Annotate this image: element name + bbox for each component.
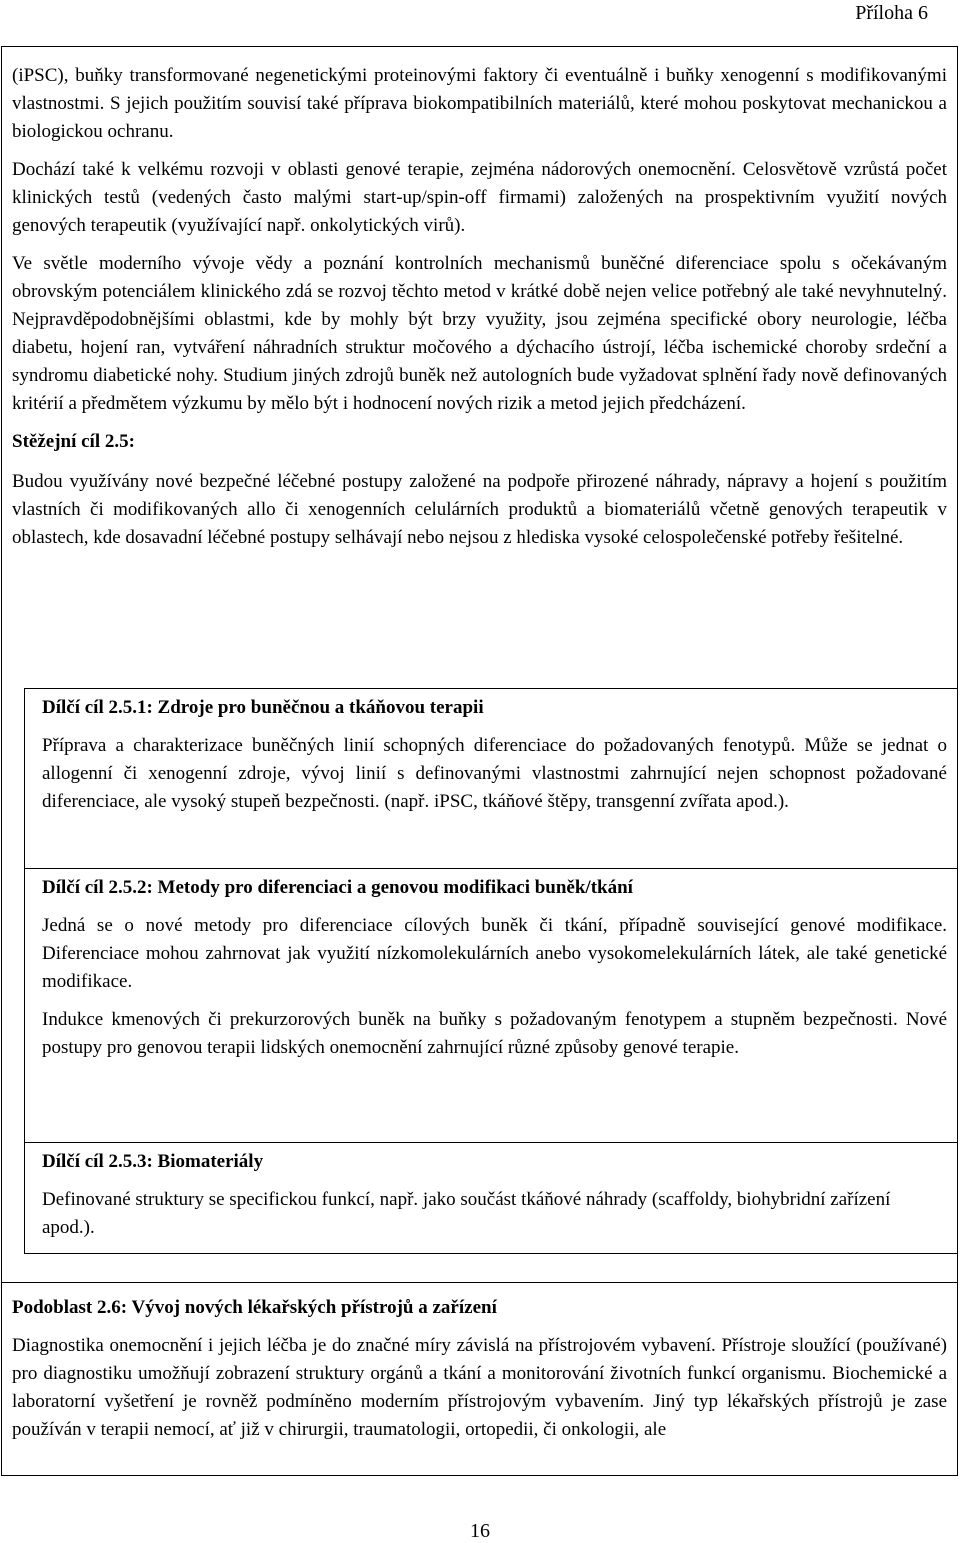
sub-goal-2 — [42, 874, 947, 1062]
sub-goal-1-text: Příprava a charakterizace buněčných linií schopných diferenciace do požadovaných fenotypů. Může se jednat o allogenní či xenogenní zdroje, vývoj linií s definovanými vlastnostmi zahrnující nejen schopnost požadované diferenciace, ale vysoký stupeň bezpečnosti. (např. iPSC, tkáňové štěpy, transgenní zvířata apod.). — [42, 735, 947, 812]
intro-paragraph-3: Ve světle moderního vývoje vědy a poznání kontrolních mechanismů buněčné diferenciace spolu s očekávaným obrovským potenciálem klinického zdá se rozvoj těchto metod v krátké době nejen velice potřebný ale také nevyhnutelný. Nejpravděpodobnějšími oblastmi, kde by mohly být brzy využity, jsou zejména specifické obory neurologie, léčba diabetu, hojení ran, vytváření náhradních struktur močového a dýchacího ústrojí, léčba ischemické choroby srdeční a syndromu diabetické nohy. Studium jiných zdrojů buněk než autologních bude vyžadovat splnění řady nově definovaných kritérií a předmětem výzkumu by mělo být i hodnocení nových rizik a metod jejich předcházení. — [12, 253, 947, 414]
appendix-label: Příloha 6 — [855, 2, 928, 24]
section-divider — [1, 1282, 958, 1283]
sub-goal-3-title: Dílčí cíl 2.5.3: Biomateriály — [42, 1151, 264, 1172]
goal-text: Budou využívány nové bezpečné léčebné postupy založené na podpoře přirozené náhrady, nápravy a hojení s použitím vlastních či modifikovaných allo či xenogenních celulárních produktů a biomateriálů včetně genových terapeutik v oblastech, kde dosavadní léčebné postupy selhávají nebo nejsou z hlediska vysoké celospolečenské potřeby řešitelné. — [12, 471, 947, 548]
intro-paragraph-1: (iPSC), buňky transformované negenetickými proteinovými faktory či eventuálně i buňky xenogenní s modifikovanými vlastnostmi. S jejich použitím souvisí také příprava biokompatibilních materiálů, které mohou poskytovat mechanickou a biologickou ochranu. — [12, 65, 947, 142]
sub-goal-1 — [42, 694, 947, 816]
sub-goal-2-title: Dílčí cíl 2.5.2: Metody pro diferenciaci a genovou modifikaci buněk/tkání — [42, 877, 633, 898]
sub-goal-2-text-2: Indukce kmenových či prekurzorových buněk na buňky s požadovaným fenotypem a stupněm bezpečnosti. Nové postupy pro genovou terapii lidských onemocnění zahrnující různé způsoby genové terapie. — [42, 1009, 947, 1058]
sub-goal-3-text: Definované struktury se specifickou funkcí, např. jako součást tkáňové náhrady (scaffoldy, biohybridní zařízení apod.). — [42, 1189, 891, 1238]
sub-goal-3 — [42, 1148, 947, 1242]
sub-goal-1-title: Dílčí cíl 2.5.1: Zdroje pro buněčnou a tkáňovou terapii — [42, 697, 484, 718]
page-number: 16 — [470, 1520, 490, 1542]
sub-goal-2-text-1: Jedná se o nové metody pro diferenciace cílových buněk či tkání, případně související genové modifikace. Diferenciace mohou zahrnovat jak využití nízkomolekulárních anebo vysokomelekulárních látek, ale také genetické modifikace. — [42, 915, 947, 992]
section-title: Podoblast 2.6: Vývoj nových lékařských přístrojů a zařízení — [12, 1297, 497, 1318]
intro-block — [12, 62, 947, 552]
section-text: Diagnostika onemocnění i jejich léčba je do značné míry závislá na přístrojovém vybavení. Přístroje sloužící (používané) pro diagnostiku umožňují zobrazení struktury orgánů a tkání a monitorování životních funkcí organismu. Biochemické a laboratorní vyšetření je rovněž podmíněno moderním přístrojovým vybavením. Jiný typ lékařských přístrojů je zase používán v terapii nemocí, ať již v chirurgii, traumatologii, ortopedii, či onkologii, ale — [12, 1335, 947, 1440]
goal-title: Stěžejní cíl 2.5: — [12, 431, 135, 452]
section-2-6 — [12, 1294, 947, 1444]
intro-paragraph-2: Dochází také k velkému rozvoji v oblasti genové terapie, zejména nádorových onemocnění. Celosvětově vzrůstá počet klinických testů (vedených často malými start-up/spin-off firmami) založených na prospektivním využití nových genových terapeutik (využívající např. onkolytických virů). — [12, 159, 947, 236]
